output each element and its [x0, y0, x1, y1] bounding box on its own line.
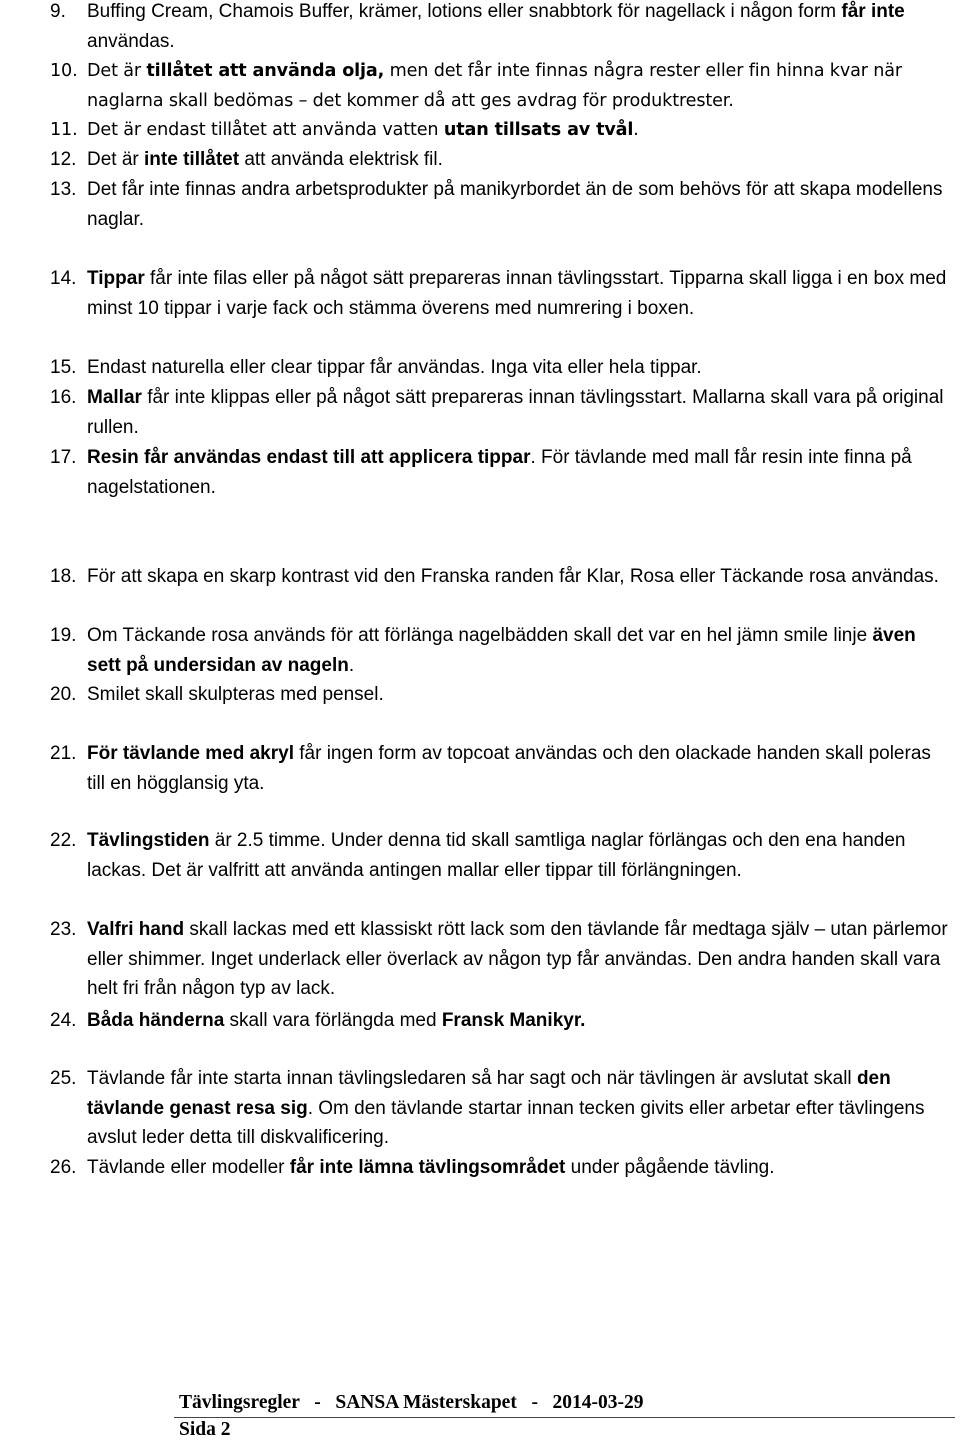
list-number: 9.: [50, 1, 66, 22]
list-number: 22.: [50, 830, 77, 851]
bold-phrase: Resin får användas endast till att applicera tippar: [87, 447, 531, 468]
page-number: Sida 2: [179, 1419, 231, 1440]
rule-10: [50, 57, 948, 116]
list-number: 24.: [50, 1010, 77, 1031]
list-text: [87, 1006, 948, 1036]
text-run: får inte filas eller på något sätt prepareras innan tävlingsstart. Tipparna skall ligga i en box med minst 10 tippar i varje fack och stämma överens med numrering i boxen.: [87, 268, 947, 319]
text-run: att använda elektrisk fil.: [239, 149, 443, 170]
text-run: användas.: [87, 30, 175, 52]
text-run: får inte klippas eller på något sätt prepareras innan tävlingsstart. Mallarna skall vara på original rullen.: [87, 387, 944, 438]
bold-phrase: utan tillsats av tvål: [443, 120, 634, 140]
bold-phrase: Båda händerna: [87, 1010, 225, 1031]
rule-16: [50, 383, 948, 442]
list-number: 23.: [50, 919, 77, 940]
rule-13: [50, 175, 948, 234]
bold-phrase: inte tillåtet: [144, 149, 240, 170]
bold-phrase: även sett på undersidan av nageln: [87, 625, 916, 676]
text-run: Det får inte finnas andra arbetsprodukter på manikyrbordet än de som behövs för att skapa modellens naglar.: [87, 179, 943, 230]
list-text: [87, 1153, 948, 1183]
list-text: [87, 383, 948, 442]
list-text: [87, 145, 948, 175]
text-run: får ingen form av topcoat användas och den olackade handen skall poleras till en högglansig yta.: [87, 743, 931, 794]
bold-phrase: Mallar: [87, 387, 142, 408]
text-run: Endast naturella eller clear tippar får användas. Inga vita eller hela tippar.: [87, 357, 702, 378]
bold-phrase: får inte: [841, 1, 905, 22]
rule-11: [50, 116, 948, 146]
text-run: Det är: [87, 61, 147, 81]
list-number: 10.: [50, 61, 78, 81]
rule-12: [50, 145, 948, 175]
text-run: .: [633, 120, 639, 140]
list-text: [87, 57, 948, 116]
bold-phrase: Fransk Manikyr.: [441, 1010, 586, 1031]
bold-phrase: Tävlingstiden: [87, 830, 210, 851]
list-text: [87, 116, 948, 146]
bold-phrase: får inte lämna tävlingsområdet: [289, 1157, 566, 1178]
list-number: 26.: [50, 1157, 77, 1178]
rule-15: [50, 353, 948, 383]
list-number: 14.: [50, 268, 77, 289]
bold-phrase: För tävlande med akryl: [87, 743, 294, 764]
text-run: Tävlande eller modeller: [87, 1157, 290, 1178]
rule-24: [50, 1006, 948, 1036]
rule-26: [50, 1153, 948, 1183]
text-run: Tävlande får inte starta innan tävlingsledaren så har sagt och när tävlingen är avslutat skall: [87, 1068, 857, 1089]
bold-phrase: Valfri hand: [87, 919, 185, 940]
text-run: För att skapa en skarp kontrast vid den Franska randen får Klar, Rosa eller Täckande rosa användas.: [87, 566, 939, 587]
text-run: Buffing Cream, Chamois Buffer, krämer, lotions eller snabbtork för nagellack i någon form: [87, 1, 842, 22]
bold-phrase: Tippar: [87, 268, 145, 289]
list-number: 16.: [50, 387, 77, 408]
text-run: under pågående tävling.: [565, 1157, 775, 1178]
text-run: skall lackas med ett klassiskt rött lack som den tävlande får medtaga själv – utan pärlemor eller shimmer. Inget underlack eller överlack av någon typ får användas. Den andra handen skall vara helt fri från någon typ av lack.: [87, 919, 948, 1000]
rule-9: [50, 0, 948, 56]
text-run: Om Täckande rosa används för att förlänga nagelbädden skall det var en hel jämn smile linje: [87, 625, 873, 646]
list-text: [87, 826, 948, 885]
list-text: [87, 562, 948, 592]
list-number: 13.: [50, 179, 77, 200]
list-text: [87, 443, 948, 502]
list-text: [87, 915, 948, 1004]
text-run: är 2.5 timme. Under denna tid skall samtliga naglar förlängas och den ena handen lackas. Det är valfritt att använda antingen mallar eller tippar till förlängningen.: [87, 830, 906, 881]
rule-14: [50, 264, 948, 323]
list-text: [87, 264, 948, 323]
list-text: [87, 739, 948, 798]
list-text: [87, 175, 948, 234]
rule-17: [50, 443, 948, 502]
text-run: Smilet skall skulpteras med pensel.: [87, 684, 384, 705]
list-number: 11.: [50, 120, 78, 140]
list-number: 17.: [50, 447, 77, 468]
bold-phrase: den tävlande genast resa sig: [87, 1068, 891, 1119]
rule-18: [50, 562, 948, 592]
rule-23: [50, 915, 948, 1004]
text-run: . Om den tävlande startar innan tecken givits eller arbetar efter tävlingens avslut leder detta till diskvalificering.: [87, 1097, 925, 1149]
rule-20: [50, 680, 948, 710]
list-text: [87, 0, 948, 56]
text-run: skall vara förlängda med: [224, 1010, 442, 1031]
rule-21: [50, 739, 948, 798]
text-run: men det får inte finnas några rester eller fin hinna kvar när naglarna skall bedömas – det kommer då att ges avdrag för produktrester.: [87, 61, 902, 111]
rule-25: [50, 1064, 948, 1153]
text-run: .: [348, 654, 355, 676]
list-text: [87, 621, 948, 680]
rule-22: [50, 826, 948, 885]
list-number: 19.: [50, 625, 77, 646]
list-number: 21.: [50, 743, 77, 764]
list-number: 12.: [50, 149, 77, 170]
list-number: 18.: [50, 566, 77, 587]
list-text: [87, 353, 948, 383]
list-text: [87, 1064, 948, 1153]
bold-phrase: tillåtet att använda olja,: [146, 61, 385, 81]
list-text: [87, 680, 948, 710]
list-number: 25.: [50, 1068, 77, 1089]
text-run: . För tävlande med mall får resin inte finna på nagelstationen.: [87, 447, 912, 498]
footer-text: Tävlingsregler - SANSA Mästerskapet - 2014-03-29: [179, 1392, 644, 1413]
text-run: Det är: [87, 149, 145, 170]
text-run: Det är endast tillåtet att använda vatten: [87, 120, 444, 140]
rule-19: [50, 621, 948, 680]
list-number: 20.: [50, 684, 77, 705]
footer-divider: [174, 1417, 955, 1418]
list-number: 15.: [50, 357, 77, 378]
